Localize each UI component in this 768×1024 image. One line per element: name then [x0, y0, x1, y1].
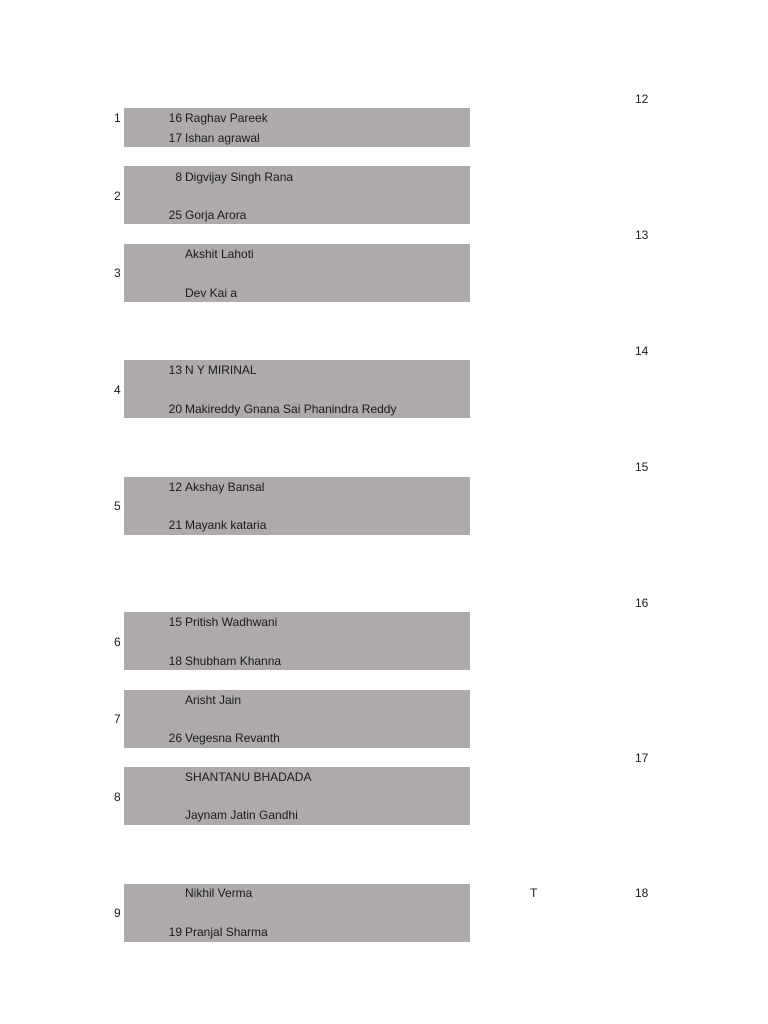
match-number: 6: [114, 635, 121, 649]
player-entry: [150, 654, 281, 668]
seed-number: 13: [168, 363, 182, 377]
player-name: SHANTANU BHADADA: [185, 770, 312, 784]
player-entry: [150, 402, 396, 416]
player-entry: [150, 286, 237, 300]
player-name: Shubham Khanna: [185, 654, 282, 668]
player-name: Gorja Arora: [185, 208, 247, 222]
seed-number: 17: [168, 131, 182, 145]
match-number: 9: [114, 906, 121, 920]
player-name: Ishan agrawal: [185, 131, 260, 145]
round-number: 16: [635, 596, 649, 610]
match-number: 8: [114, 790, 121, 804]
seed-number: 20: [168, 402, 182, 416]
seed-number: 25: [168, 208, 182, 222]
player-entry: [150, 170, 293, 184]
player-name: Pritish Wadhwani: [185, 615, 278, 629]
player-name: Jaynam Jatin Gandhi: [185, 808, 298, 822]
player-entry: [150, 731, 280, 745]
player-entry: [150, 131, 260, 145]
round-number: 14: [635, 344, 649, 358]
player-entry: [150, 111, 268, 125]
player-entry: [150, 363, 257, 377]
player-name: Vegesna Revanth: [185, 731, 280, 745]
round-number: 12: [635, 92, 649, 106]
round-number: 17: [635, 751, 649, 765]
seed-number: 15: [168, 615, 182, 629]
player-name: Digvijay Singh Rana: [185, 170, 294, 184]
round-number: 15: [635, 460, 649, 474]
player-name: Akshay Bansal: [185, 480, 265, 494]
match-number: 7: [114, 712, 121, 726]
seed-number: 21: [168, 518, 182, 532]
player-entry: [150, 770, 311, 784]
match-number: 1: [114, 111, 121, 125]
player-entry: [150, 615, 277, 629]
match-number: 4: [114, 383, 121, 397]
round-number: 13: [635, 228, 649, 242]
player-entry: [150, 480, 264, 494]
match-number: 5: [114, 499, 121, 513]
player-entry: [150, 808, 298, 822]
seed-number: 18: [168, 654, 182, 668]
match-number: 3: [114, 266, 121, 280]
match-number: 2: [114, 189, 121, 203]
player-name: Makireddy Gnana Sai Phanindra Reddy: [185, 402, 397, 416]
player-name: Akshit Lahoti: [185, 247, 254, 261]
player-entry: [150, 208, 246, 222]
seed-number: 8: [175, 170, 182, 184]
player-entry: [150, 693, 241, 707]
seed-number: 19: [168, 925, 182, 939]
player-entry: [150, 925, 268, 939]
player-name: Dev Kai a: [185, 286, 238, 300]
player-name: Mayank kataria: [185, 518, 267, 532]
seed-number: 12: [168, 480, 182, 494]
player-name: Arisht Jain: [185, 693, 242, 707]
player-entry: [150, 886, 252, 900]
player-name: N Y MIRINAL: [185, 363, 257, 377]
seed-number: 16: [168, 111, 182, 125]
seed-number: 26: [168, 731, 182, 745]
marker-text: T: [530, 886, 538, 900]
player-entry: [150, 518, 266, 532]
player-name: Pranjal Sharma: [185, 925, 268, 939]
player-name: Raghav Pareek: [185, 111, 268, 125]
round-number: 18: [635, 886, 649, 900]
player-entry: [150, 247, 254, 261]
player-name: Nikhil Verma: [185, 886, 253, 900]
